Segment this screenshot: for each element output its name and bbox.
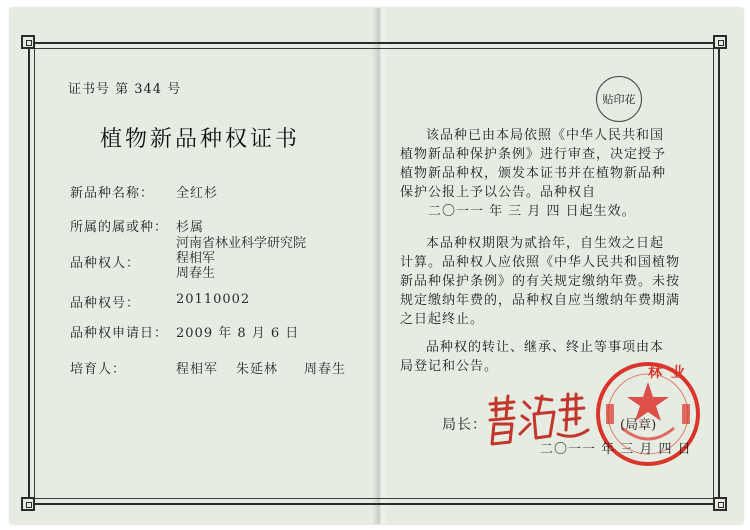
breeders-label: 培育人： <box>70 362 127 377</box>
right-number-value: 20110002 <box>176 292 251 307</box>
term-paragraph <box>400 234 680 329</box>
holder-name: 周春生 <box>176 266 216 281</box>
frame-corner-bottom-right <box>713 497 727 511</box>
application-date-label: 品种权申请日： <box>70 326 169 341</box>
grant-line: 植物新品种权，颁发本证书并在植物新品种 <box>400 166 667 181</box>
variety-name-value: 全红杉 <box>176 186 219 201</box>
term-line: 规定缴纳年费的，品种权自应当缴纳年费期满 <box>400 293 681 308</box>
holder-label: 品种权人： <box>70 256 141 271</box>
term-line: 计算。品种权人应依照《中华人民共和国植物 <box>400 255 681 270</box>
breeder-name: 朱延林 <box>236 362 279 377</box>
revenue-stamp-box <box>596 76 642 122</box>
holder-name: 河南省林业科学研究院 <box>176 236 307 251</box>
grant-line: 保护公报上予以公告。品种权自 <box>400 185 597 200</box>
certificate-number: 证书号 第 344 号 <box>68 82 182 97</box>
director-label: 局长： <box>442 417 487 433</box>
effective-date-line: 二〇一一 年 三 月 四 日起生效。 <box>428 204 636 219</box>
transfer-line: 品种权的转让、继承、终止等事项由本 <box>426 340 665 355</box>
right-number-label: 品种权号： <box>70 296 141 311</box>
application-date-value: 2009 年 8 月 6 日 <box>176 326 300 341</box>
holder-list <box>176 236 306 281</box>
genus-label: 所属的属或种： <box>70 220 169 235</box>
frame-corner-top-left <box>21 35 35 49</box>
breeder-name: 程相军 <box>176 362 219 377</box>
variety-name-label: 新品种名称： <box>70 186 155 201</box>
seal-text-top: 林 业 <box>648 365 687 381</box>
holder-name: 程相军 <box>176 251 216 266</box>
certificate-title: 植物新品种权证书 <box>100 127 301 152</box>
term-line: 之日起终止。 <box>400 312 485 327</box>
grant-paragraph <box>400 126 666 221</box>
revenue-stamp-label: 贴印花 <box>602 93 636 106</box>
grant-line: 该品种已由本局依照《中华人民共和国 <box>426 128 665 143</box>
issue-date: 二〇一一 年 三 月 四 日 <box>540 442 692 457</box>
seal-text-center: (局章) <box>620 418 657 433</box>
frame-corner-bottom-left <box>21 497 35 511</box>
frame-corner-top-right <box>713 35 727 49</box>
transfer-line: 局登记和公告。 <box>400 359 499 374</box>
grant-line: 植物新品种保护条例》进行审查，决定授予 <box>400 147 667 162</box>
term-line: 新品种保护条例》的有关规定缴纳年费。未按 <box>400 274 681 289</box>
breeder-name: 周春生 <box>304 362 347 377</box>
genus-value: 杉属 <box>176 220 205 235</box>
term-line: 本品种权期限为贰拾年，自生效之日起 <box>426 236 665 251</box>
